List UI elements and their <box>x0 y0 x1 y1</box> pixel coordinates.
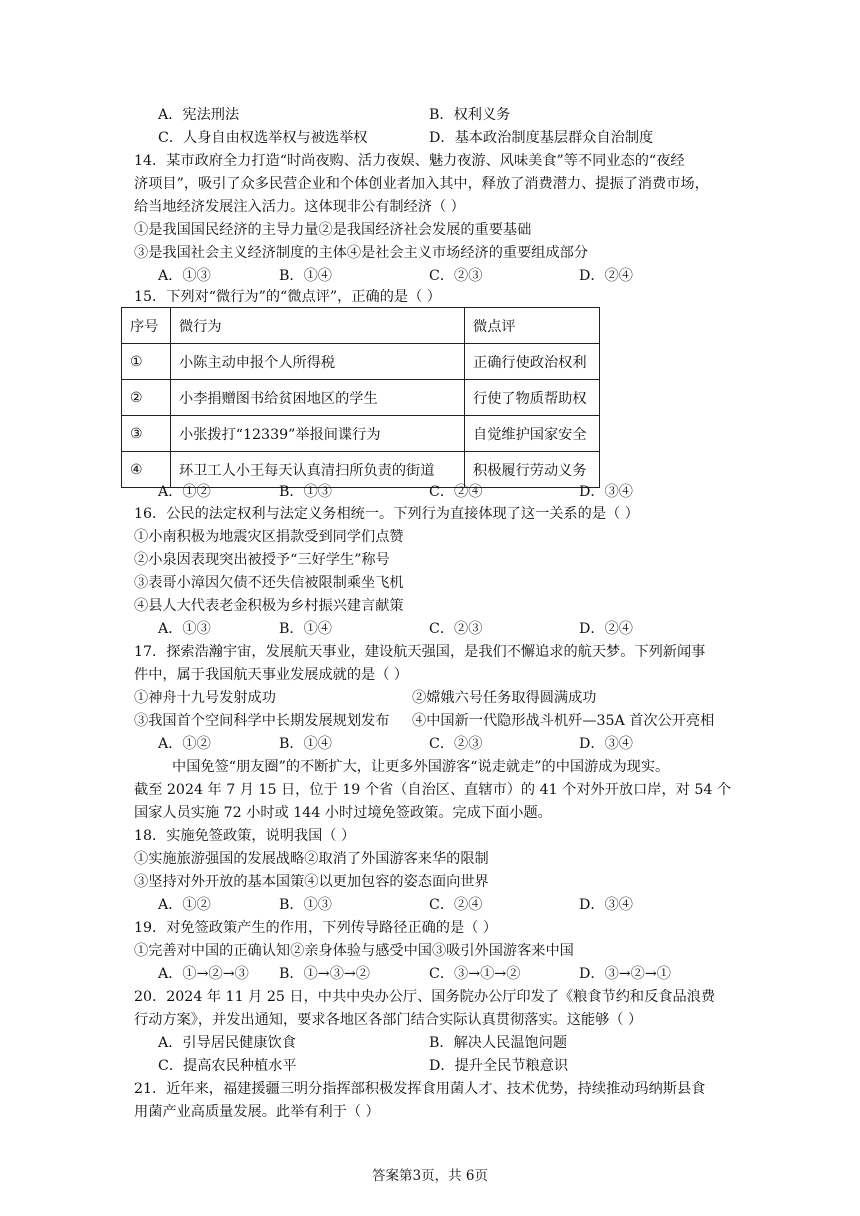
table-cell: 小张拨打“12339”举报间谍行为 <box>171 416 465 452</box>
q21-stem-line-2: 用菌产业高质量发展。此举有利于（ ） <box>134 1104 380 1120</box>
q18-option-b: B．①③ <box>279 897 332 913</box>
passage-line-2: 截至 2024 年 7 月 15 日，位于 19 个省（自治区、直辖市）的 41 个对外开放口岸，对 54 个 <box>134 782 732 798</box>
q21-stem-line-1: 21．近年来，福建援疆三明分指挥部积极发挥食用菌人才、技术优势，持续推动玛纳斯县食 <box>134 1081 706 1097</box>
q17-stem-line-1: 17．探索浩瀚宇宙，发展航天事业，建设航天强国，是我们不懈追求的航天梦。下列新闻事 <box>134 644 706 660</box>
q15-option-b: B．①③ <box>279 484 332 500</box>
table-cell: 小陈主动申报个人所得税 <box>171 344 465 380</box>
q19-option-d: D．③→②→① <box>579 966 671 982</box>
q13-option-c: C．人身自由权选举权与被选举权 <box>158 130 368 146</box>
q14-option-b: B．①④ <box>279 268 332 284</box>
q18-option-a: A．①② <box>158 897 211 913</box>
q14-stem-line-2: 济项目”，吸引了众多民营企业和个体创业者加入其中，释放了消费潜力、提振了消费市场， <box>134 176 709 192</box>
q17-option-a: A．①② <box>158 736 211 752</box>
q16-option-c: C．②③ <box>429 621 483 637</box>
page-footer: 答案第3页，共 6页 <box>372 1168 488 1184</box>
q20-option-d: D．提升全民节粮意识 <box>429 1058 569 1074</box>
q15-stem: 15．下列对“微行为”的“微点评”，正确的是（ ） <box>134 289 441 305</box>
table-cell: ② <box>122 380 171 416</box>
q17-statement: ①神舟十九号发射成功 <box>134 690 276 706</box>
q15-option-d: D．③④ <box>579 484 633 500</box>
q17-option-b: B．①④ <box>279 736 332 752</box>
table-header-cell: 序号 <box>122 308 171 344</box>
table-cell: 积极履行劳动义务 <box>465 452 600 488</box>
q16-statement: ③表哥小漳因欠债不还失信被限制乘坐飞机 <box>134 575 404 591</box>
q19-statement: ①完善对中国的正确认知②亲身体验与感受中国③吸引外国游客来中国 <box>134 943 574 959</box>
q18-statement: ③坚持对外开放的基本国策④以更加包容的姿态面向世界 <box>134 874 489 890</box>
q15-option-a: A．①② <box>158 484 211 500</box>
q13-option-a: A．宪法刑法 <box>158 107 240 123</box>
table-cell: 小李捐赠图书给贫困地区的学生 <box>171 380 465 416</box>
q18-stem: 18．实施免签政策，说明我国（ ） <box>134 828 356 844</box>
q18-option-c: C．②④ <box>429 897 483 913</box>
q15-option-c: C．②④ <box>429 484 483 500</box>
q16-statement: ④县人大代表老金积极为乡村振兴建言献策 <box>134 598 404 614</box>
q20-option-a: A．引导居民健康饮食 <box>158 1035 296 1051</box>
q19-stem: 19．对免签政策产生的作用，下列传导路径正确的是（ ） <box>134 920 498 936</box>
q16-option-b: B．①④ <box>279 621 332 637</box>
q16-option-d: D．②④ <box>579 621 633 637</box>
q16-statement: ②小泉因表现突出被授予“三好学生”称号 <box>134 552 390 568</box>
q14-option-a: A．①③ <box>158 268 211 284</box>
table-cell: 自觉维护国家安全 <box>465 416 600 452</box>
q16-stem: 16．公民的法定权利与法定义务相统一。下列行为直接体现了这一关系的是（ ） <box>134 506 639 522</box>
q13-option-d: D．基本政治制度基层群众自治制度 <box>429 130 654 146</box>
table-cell: 环卫工人小王每天认真清扫所负责的街道 <box>171 452 465 488</box>
q15-table <box>121 307 600 488</box>
q14-statement: ①是我国国民经济的主导力量②是我国经济社会发展的重要基础 <box>134 222 532 238</box>
q19-option-b: B．①→③→② <box>279 966 370 982</box>
q18-option-d: D．③④ <box>579 897 633 913</box>
table-row <box>122 380 600 416</box>
q16-option-a: A．①③ <box>158 621 211 637</box>
q19-option-c: C．③→①→② <box>429 966 521 982</box>
q20-option-b: B．解决人民温饱问题 <box>429 1035 568 1051</box>
table-row <box>122 416 600 452</box>
q20-option-c: C．提高农民种植水平 <box>158 1058 297 1074</box>
q20-stem-line-1: 20．2024 年 11 月 25 日，中共中央办公厅、国务院办公厅印发了《粮食节约和反食品浪费 <box>134 989 716 1005</box>
table-header-row <box>122 308 600 344</box>
q14-statement: ③是我国社会主义经济制度的主体④是社会主义市场经济的重要组成部分 <box>134 245 589 261</box>
table-cell: 行使了物质帮助权 <box>465 380 600 416</box>
q14-stem-line-3: 给当地经济发展注入活力。这体现非公有制经济（ ） <box>134 199 465 215</box>
q14-option-c: C．②③ <box>429 268 483 284</box>
q18-statement: ①实施旅游强国的发展战略②取消了外国游客来华的限制 <box>134 851 489 867</box>
table-row <box>122 344 600 380</box>
q17-stem-line-2: 件中，属于我国航天事业发展成就的是（ ） <box>134 667 409 683</box>
table-cell: 正确行使政治权利 <box>465 344 600 380</box>
table-header-cell: 微点评 <box>465 308 600 344</box>
table-header-cell: 微行为 <box>171 308 465 344</box>
q19-option-a: A．①→②→③ <box>158 966 249 982</box>
table-cell: ① <box>122 344 171 380</box>
q16-statement: ①小南积极为地震灾区捐款受到同学们点赞 <box>134 529 404 545</box>
q17-option-d: D．③④ <box>579 736 633 752</box>
q14-stem-line-1: 14．某市政府全力打造“时尚夜购、活力夜娱、魅力夜游、风味美食”等不同业态的“夜经 <box>134 153 685 169</box>
passage-line-1: 中国免签“朋友圈”的不断扩大，让更多外国游客“说走就走”的中国游成为现实。 <box>172 759 670 775</box>
table-cell: ④ <box>122 452 171 488</box>
q14-option-d: D．②④ <box>579 268 633 284</box>
q20-stem-line-2: 行动方案》，并发出通知，要求各地区各部门结合实际认真贯彻落实。这能够（ ） <box>134 1012 643 1028</box>
q17-statement: ④中国新一代隐形战斗机歼—35A 首次公开亮相 <box>412 713 715 729</box>
passage-line-3: 国家人员实施 72 小时或 144 小时过境免签政策。完成下面小题。 <box>134 805 552 821</box>
q17-option-c: C．②③ <box>429 736 483 752</box>
q13-option-b: B．权利义务 <box>429 107 511 123</box>
q17-statement: ②嫦娥六号任务取得圆满成功 <box>412 690 597 706</box>
q17-statement: ③我国首个空间科学中长期发展规划发布 <box>134 713 390 729</box>
table-cell: ③ <box>122 416 171 452</box>
